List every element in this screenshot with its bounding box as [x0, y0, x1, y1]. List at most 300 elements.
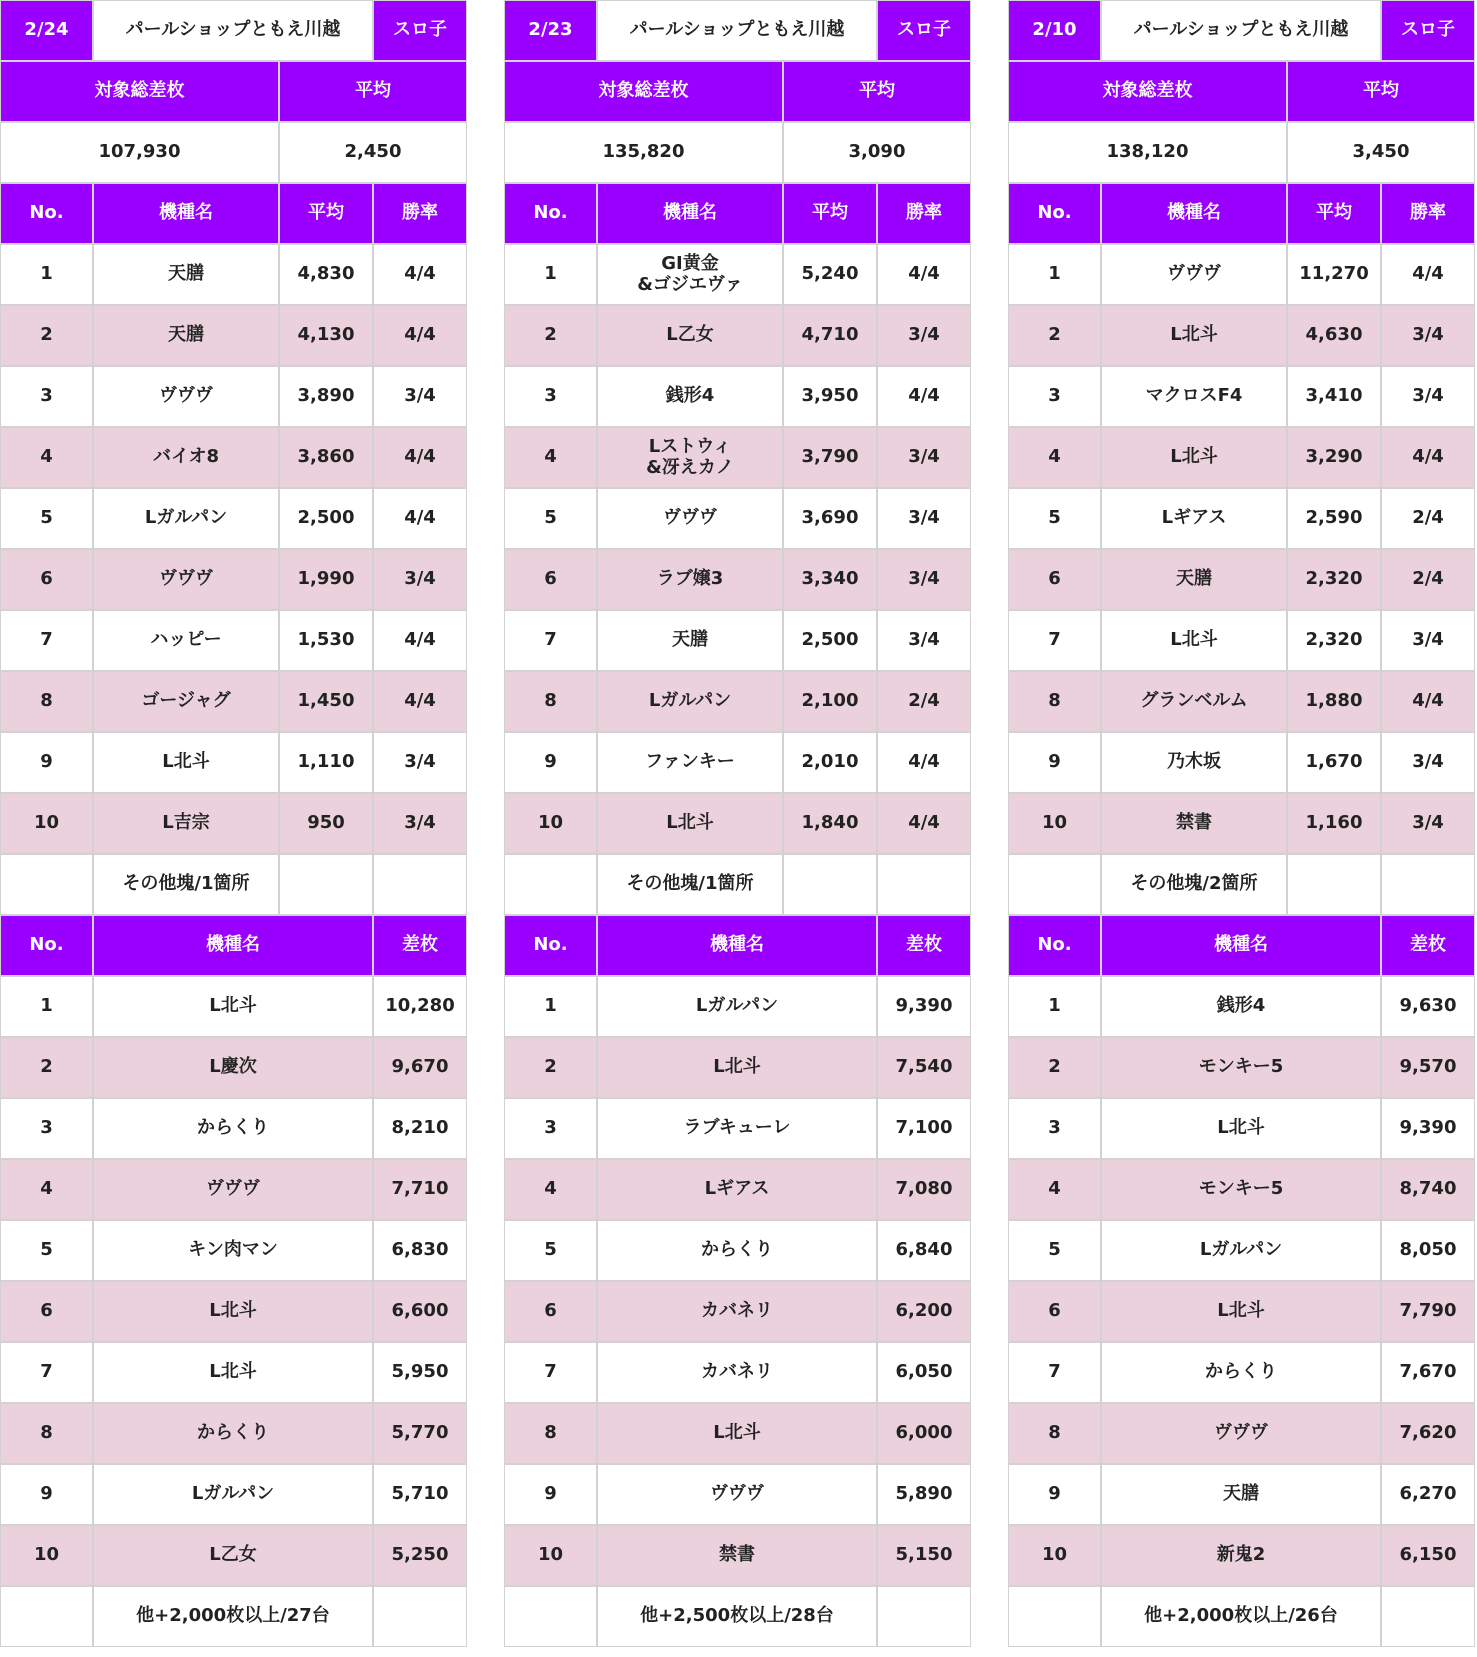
- col-machine: 機種名: [1101, 183, 1287, 244]
- unit-diff: 6,050: [877, 1342, 971, 1403]
- unit-machine-name: カバネリ: [597, 1342, 877, 1403]
- col-diff: 差枚: [373, 915, 467, 976]
- col-machine: 機種名: [597, 183, 783, 244]
- category-label: スロ子: [1381, 0, 1475, 61]
- unit-rank-no: 10: [0, 1525, 93, 1586]
- machine-name: マクロスF4: [1101, 366, 1287, 427]
- col-no: No.: [0, 915, 93, 976]
- blank-cell: [1381, 1586, 1475, 1647]
- unit-machine-name: L北斗: [93, 976, 373, 1037]
- machine-winrate: 3/4: [373, 366, 467, 427]
- table-row: [0, 1342, 467, 1403]
- unit-machine-name: からくり: [93, 1098, 373, 1159]
- date-label: 2/24: [0, 0, 93, 61]
- col-diff: 差枚: [1381, 915, 1475, 976]
- other-units-note: 他+2,000枚以上/27台: [93, 1586, 373, 1647]
- machine-name: L乙女: [597, 305, 783, 366]
- blank-cell: [279, 854, 373, 915]
- unit-machine-name: L乙女: [93, 1525, 373, 1586]
- unit-rank-no: 1: [0, 976, 93, 1037]
- other-units-note: 他+2,000枚以上/26台: [1101, 1586, 1381, 1647]
- average-value: 3,090: [783, 122, 971, 183]
- machine-average: 3,890: [279, 366, 373, 427]
- machine-winrate: 3/4: [1381, 305, 1475, 366]
- total-diff-value: 107,930: [0, 122, 279, 183]
- machine-name: 天膳: [1101, 549, 1287, 610]
- unit-machine-name: ラブキューレ: [597, 1098, 877, 1159]
- blank-cell: [373, 854, 467, 915]
- table-row: [1008, 1525, 1475, 1586]
- table-row: [1008, 427, 1475, 488]
- table-row: [1008, 549, 1475, 610]
- machine-winrate: 3/4: [877, 305, 971, 366]
- unit-diff: 6,150: [1381, 1525, 1475, 1586]
- rank-no: 2: [504, 305, 597, 366]
- machine-name: 天膳: [93, 305, 279, 366]
- table-row: [1008, 793, 1475, 854]
- unit-diff: 6,830: [373, 1220, 467, 1281]
- rank-no: 3: [0, 366, 93, 427]
- table-row: [1008, 366, 1475, 427]
- unit-rank-no: 10: [1008, 1525, 1101, 1586]
- machine-name: L北斗: [93, 732, 279, 793]
- machine-average: 3,290: [1287, 427, 1381, 488]
- unit-diff: 10,280: [373, 976, 467, 1037]
- machine-average: 2,500: [783, 610, 877, 671]
- machine-average: 3,690: [783, 488, 877, 549]
- col-no: No.: [1008, 183, 1101, 244]
- table-row: [1008, 1159, 1475, 1220]
- table-row: [0, 671, 467, 732]
- other-blocks-row: [1008, 854, 1475, 915]
- machine-average: 2,100: [783, 671, 877, 732]
- machine-winrate: 4/4: [877, 793, 971, 854]
- machine-winrate: 3/4: [373, 549, 467, 610]
- unit-machine-name: L北斗: [93, 1342, 373, 1403]
- machine-winrate: 4/4: [1381, 427, 1475, 488]
- other-blocks-row: [504, 854, 971, 915]
- unit-machine-name: 新鬼2: [1101, 1525, 1381, 1586]
- col-diff: 差枚: [877, 915, 971, 976]
- machine-name: バイオ8: [93, 427, 279, 488]
- machine-average: 950: [279, 793, 373, 854]
- table-row: [504, 1464, 971, 1525]
- machine-name: Lストウィ &冴えカノ: [597, 427, 783, 488]
- table-row: [1008, 1220, 1475, 1281]
- table-row: [1008, 671, 1475, 732]
- unit-ranking-header: [0, 915, 467, 976]
- machine-average: 3,340: [783, 549, 877, 610]
- total-diff-value: 138,120: [1008, 122, 1287, 183]
- unit-diff: 6,600: [373, 1281, 467, 1342]
- unit-diff: 9,390: [1381, 1098, 1475, 1159]
- table-row: [1008, 1342, 1475, 1403]
- unit-machine-name: ヴヴヴ: [597, 1464, 877, 1525]
- average-value: 2,450: [279, 122, 467, 183]
- unit-machine-name: L北斗: [597, 1403, 877, 1464]
- category-label: スロ子: [373, 0, 467, 61]
- table-row: [504, 549, 971, 610]
- table-row: [1008, 1464, 1475, 1525]
- machine-name: Lギアス: [1101, 488, 1287, 549]
- table-row: [1008, 305, 1475, 366]
- table-row: [0, 610, 467, 671]
- machine-average: 2,010: [783, 732, 877, 793]
- col-winrate: 勝率: [373, 183, 467, 244]
- summary-header: [0, 61, 467, 122]
- other-units-note: 他+2,500枚以上/28台: [597, 1586, 877, 1647]
- summary-header: [1008, 61, 1475, 122]
- machine-name: ヴヴヴ: [93, 366, 279, 427]
- machine-winrate: 4/4: [373, 610, 467, 671]
- unit-rank-no: 7: [1008, 1342, 1101, 1403]
- table-row: [504, 1525, 971, 1586]
- table-row: [504, 1037, 971, 1098]
- machine-winrate: 3/4: [373, 732, 467, 793]
- unit-diff: 7,080: [877, 1159, 971, 1220]
- col-no: No.: [1008, 915, 1101, 976]
- average-label: 平均: [1287, 61, 1475, 122]
- table-row: [0, 1403, 467, 1464]
- rank-no: 1: [1008, 244, 1101, 305]
- table-row: [504, 1403, 971, 1464]
- machine-name: Lガルパン: [93, 488, 279, 549]
- machine-winrate: 4/4: [1381, 671, 1475, 732]
- panel-header: [1008, 0, 1475, 61]
- rank-no: 3: [1008, 366, 1101, 427]
- blank-cell: [1287, 854, 1381, 915]
- unit-rank-no: 4: [1008, 1159, 1101, 1220]
- table-row: [504, 793, 971, 854]
- unit-machine-name: からくり: [597, 1220, 877, 1281]
- table-row: [0, 488, 467, 549]
- unit-diff: 6,200: [877, 1281, 971, 1342]
- table-row: [0, 549, 467, 610]
- machine-average: 1,840: [783, 793, 877, 854]
- unit-diff: 6,840: [877, 1220, 971, 1281]
- table-row: [1008, 610, 1475, 671]
- unit-diff: 5,150: [877, 1525, 971, 1586]
- store-name: パールショップともえ川越: [1101, 0, 1381, 61]
- table-row: [0, 976, 467, 1037]
- unit-rank-no: 7: [0, 1342, 93, 1403]
- unit-rank-no: 6: [1008, 1281, 1101, 1342]
- table-row: [0, 1525, 467, 1586]
- table-row: [1008, 1037, 1475, 1098]
- rank-no: 6: [504, 549, 597, 610]
- unit-diff: 5,890: [877, 1464, 971, 1525]
- unit-rank-no: 3: [0, 1098, 93, 1159]
- other-blocks-note: その他塊/2箇所: [1101, 854, 1287, 915]
- blank-cell: [1008, 854, 1101, 915]
- machine-average: 1,670: [1287, 732, 1381, 793]
- other-blocks-note: その他塊/1箇所: [93, 854, 279, 915]
- machine-name: 天膳: [597, 610, 783, 671]
- unit-ranking-header: [1008, 915, 1475, 976]
- table-row: [1008, 1403, 1475, 1464]
- col-machine: 機種名: [1101, 915, 1381, 976]
- table-row: [504, 732, 971, 793]
- rank-no: 7: [1008, 610, 1101, 671]
- average-value: 3,450: [1287, 122, 1475, 183]
- machine-name: ファンキー: [597, 732, 783, 793]
- unit-diff: 7,710: [373, 1159, 467, 1220]
- table-row: [1008, 244, 1475, 305]
- unit-machine-name: Lガルパン: [1101, 1220, 1381, 1281]
- panel-header: [0, 0, 467, 61]
- table-row: [504, 1281, 971, 1342]
- other-blocks-note: その他塊/1箇所: [597, 854, 783, 915]
- blank-cell: [0, 854, 93, 915]
- col-machine: 機種名: [597, 915, 877, 976]
- machine-average: 1,450: [279, 671, 373, 732]
- machine-winrate: 4/4: [373, 671, 467, 732]
- unit-rank-no: 2: [0, 1037, 93, 1098]
- table-row: [1008, 1281, 1475, 1342]
- average-label: 平均: [279, 61, 467, 122]
- machine-name: ヴヴヴ: [597, 488, 783, 549]
- machine-name: ヴヴヴ: [1101, 244, 1287, 305]
- unit-machine-name: からくり: [93, 1403, 373, 1464]
- unit-diff: 5,710: [373, 1464, 467, 1525]
- unit-machine-name: L北斗: [1101, 1281, 1381, 1342]
- blank-cell: [504, 1586, 597, 1647]
- col-winrate: 勝率: [877, 183, 971, 244]
- machine-average: 2,320: [1287, 549, 1381, 610]
- rank-no: 6: [1008, 549, 1101, 610]
- machine-average: 3,950: [783, 366, 877, 427]
- unit-diff: 5,950: [373, 1342, 467, 1403]
- machine-name: 乃木坂: [1101, 732, 1287, 793]
- machine-winrate: 4/4: [877, 732, 971, 793]
- unit-machine-name: 禁書: [597, 1525, 877, 1586]
- unit-machine-name: カバネリ: [597, 1281, 877, 1342]
- unit-diff: 8,050: [1381, 1220, 1475, 1281]
- machine-winrate: 4/4: [1381, 244, 1475, 305]
- table-row: [0, 1159, 467, 1220]
- machine-average: 2,500: [279, 488, 373, 549]
- unit-machine-name: ヴヴヴ: [93, 1159, 373, 1220]
- rank-no: 4: [0, 427, 93, 488]
- machine-winrate: 4/4: [877, 366, 971, 427]
- table-row: [504, 1159, 971, 1220]
- unit-machine-name: L北斗: [597, 1037, 877, 1098]
- machine-average: 3,860: [279, 427, 373, 488]
- rank-no: 4: [1008, 427, 1101, 488]
- machine-average: 1,110: [279, 732, 373, 793]
- rank-no: 5: [1008, 488, 1101, 549]
- machine-winrate: 4/4: [373, 305, 467, 366]
- unit-rank-no: 5: [0, 1220, 93, 1281]
- table-row: [0, 793, 467, 854]
- machine-winrate: 3/4: [877, 610, 971, 671]
- blank-cell: [373, 1586, 467, 1647]
- machine-average: 4,130: [279, 305, 373, 366]
- category-label: スロ子: [877, 0, 971, 61]
- table-row: [504, 610, 971, 671]
- unit-machine-name: キン肉マン: [93, 1220, 373, 1281]
- machine-winrate: 3/4: [1381, 610, 1475, 671]
- col-no: No.: [0, 183, 93, 244]
- machine-average: 1,990: [279, 549, 373, 610]
- unit-ranking-header: [504, 915, 971, 976]
- unit-rank-no: 6: [504, 1281, 597, 1342]
- col-no: No.: [504, 915, 597, 976]
- unit-diff: 7,620: [1381, 1403, 1475, 1464]
- unit-diff: 7,790: [1381, 1281, 1475, 1342]
- machine-name: Lガルパン: [597, 671, 783, 732]
- table-row: [0, 1464, 467, 1525]
- summary-values: [0, 122, 467, 183]
- machine-average: 1,880: [1287, 671, 1381, 732]
- rank-no: 9: [1008, 732, 1101, 793]
- rank-no: 4: [504, 427, 597, 488]
- machine-name: ラブ嬢3: [597, 549, 783, 610]
- rank-no: 2: [1008, 305, 1101, 366]
- table-row: [504, 671, 971, 732]
- table-row: [1008, 488, 1475, 549]
- rank-no: 8: [504, 671, 597, 732]
- blank-cell: [1008, 1586, 1101, 1647]
- machine-name: L北斗: [1101, 610, 1287, 671]
- unit-rank-no: 3: [504, 1098, 597, 1159]
- unit-diff: 9,390: [877, 976, 971, 1037]
- unit-rank-no: 4: [0, 1159, 93, 1220]
- unit-rank-no: 7: [504, 1342, 597, 1403]
- rank-no: 8: [0, 671, 93, 732]
- unit-diff: 7,540: [877, 1037, 971, 1098]
- ranking-header: [0, 183, 467, 244]
- machine-winrate: 3/4: [877, 427, 971, 488]
- unit-rank-no: 6: [0, 1281, 93, 1342]
- table-row: [0, 1037, 467, 1098]
- average-label: 平均: [783, 61, 971, 122]
- col-machine: 機種名: [93, 915, 373, 976]
- other-units-row: [1008, 1586, 1475, 1647]
- blank-cell: [1381, 854, 1475, 915]
- unit-rank-no: 3: [1008, 1098, 1101, 1159]
- total-diff-label: 対象総差枚: [504, 61, 783, 122]
- machine-name: L北斗: [1101, 305, 1287, 366]
- machine-average: 11,270: [1287, 244, 1381, 305]
- summary-values: [504, 122, 971, 183]
- machine-name: L北斗: [597, 793, 783, 854]
- machine-name: L北斗: [1101, 427, 1287, 488]
- machine-name: 銭形4: [597, 366, 783, 427]
- unit-rank-no: 9: [1008, 1464, 1101, 1525]
- machine-name: L吉宗: [93, 793, 279, 854]
- ranking-header: [1008, 183, 1475, 244]
- machine-name: ヴヴヴ: [93, 549, 279, 610]
- rank-no: 10: [0, 793, 93, 854]
- unit-rank-no: 5: [504, 1220, 597, 1281]
- machine-winrate: 3/4: [373, 793, 467, 854]
- blank-cell: [0, 1586, 93, 1647]
- machine-winrate: 4/4: [373, 427, 467, 488]
- unit-machine-name: L北斗: [93, 1281, 373, 1342]
- machine-average: 3,410: [1287, 366, 1381, 427]
- table-row: [0, 305, 467, 366]
- table-row: [1008, 1098, 1475, 1159]
- unit-rank-no: 8: [0, 1403, 93, 1464]
- machine-average: 5,240: [783, 244, 877, 305]
- unit-machine-name: モンキー5: [1101, 1159, 1381, 1220]
- unit-machine-name: Lギアス: [597, 1159, 877, 1220]
- rank-no: 5: [504, 488, 597, 549]
- table-row: [504, 366, 971, 427]
- unit-diff: 5,250: [373, 1525, 467, 1586]
- date-label: 2/10: [1008, 0, 1101, 61]
- col-machine: 機種名: [93, 183, 279, 244]
- col-average: 平均: [783, 183, 877, 244]
- machine-average: 4,830: [279, 244, 373, 305]
- unit-diff: 8,210: [373, 1098, 467, 1159]
- machine-average: 4,630: [1287, 305, 1381, 366]
- col-average: 平均: [1287, 183, 1381, 244]
- store-panel-1: [0, 0, 467, 1647]
- rank-no: 2: [0, 305, 93, 366]
- unit-rank-no: 9: [0, 1464, 93, 1525]
- machine-winrate: 2/4: [1381, 488, 1475, 549]
- unit-diff: 9,670: [373, 1037, 467, 1098]
- table-row: [0, 732, 467, 793]
- unit-machine-name: Lガルパン: [597, 976, 877, 1037]
- unit-diff: 5,770: [373, 1403, 467, 1464]
- unit-machine-name: ヴヴヴ: [1101, 1403, 1381, 1464]
- table-row: [0, 427, 467, 488]
- rank-no: 7: [0, 610, 93, 671]
- table-row: [504, 244, 971, 305]
- total-diff-label: 対象総差枚: [1008, 61, 1287, 122]
- rank-no: 9: [504, 732, 597, 793]
- table-row: [504, 1098, 971, 1159]
- machine-name: ハッピー: [93, 610, 279, 671]
- unit-diff: 7,670: [1381, 1342, 1475, 1403]
- unit-diff: 9,570: [1381, 1037, 1475, 1098]
- machine-average: 1,530: [279, 610, 373, 671]
- store-panel-2: [504, 0, 971, 1647]
- unit-rank-no: 1: [1008, 976, 1101, 1037]
- table-row: [504, 1220, 971, 1281]
- unit-diff: 8,740: [1381, 1159, 1475, 1220]
- machine-name: 禁書: [1101, 793, 1287, 854]
- table-row: [504, 976, 971, 1037]
- machine-average: 4,710: [783, 305, 877, 366]
- table-row: [0, 1281, 467, 1342]
- unit-rank-no: 9: [504, 1464, 597, 1525]
- unit-rank-no: 2: [504, 1037, 597, 1098]
- ranking-header: [504, 183, 971, 244]
- rank-no: 7: [504, 610, 597, 671]
- other-units-row: [0, 1586, 467, 1647]
- unit-machine-name: L慶次: [93, 1037, 373, 1098]
- unit-rank-no: 5: [1008, 1220, 1101, 1281]
- unit-machine-name: からくり: [1101, 1342, 1381, 1403]
- rank-no: 6: [0, 549, 93, 610]
- store-name: パールショップともえ川越: [597, 0, 877, 61]
- blank-cell: [877, 1586, 971, 1647]
- unit-diff: 6,270: [1381, 1464, 1475, 1525]
- machine-winrate: 3/4: [1381, 732, 1475, 793]
- machine-winrate: 3/4: [1381, 793, 1475, 854]
- table-row: [1008, 976, 1475, 1037]
- table-row: [0, 366, 467, 427]
- machine-winrate: 2/4: [877, 671, 971, 732]
- rank-no: 3: [504, 366, 597, 427]
- unit-diff: 6,000: [877, 1403, 971, 1464]
- summary-header: [504, 61, 971, 122]
- total-diff-value: 135,820: [504, 122, 783, 183]
